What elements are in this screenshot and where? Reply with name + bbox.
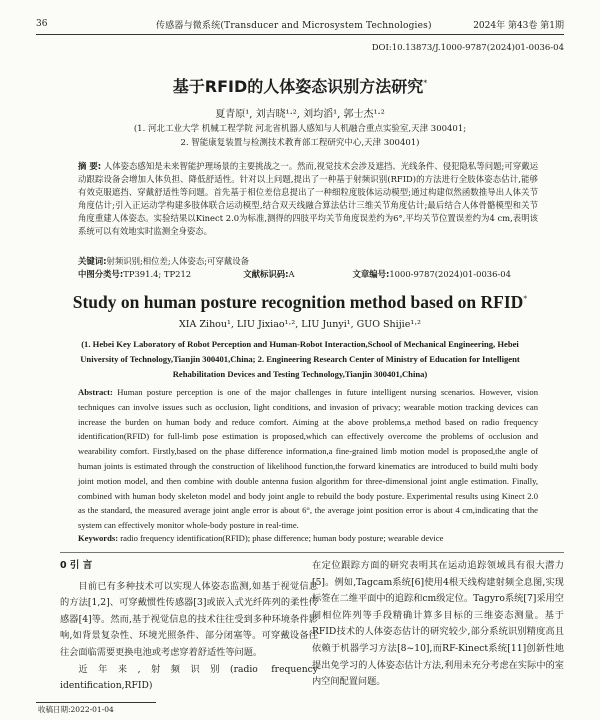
en-abstract-text: Human posture perception is one of the major challenges in future intelligent nursing scenarios. However, vision techniques can involve issues such as occlusion, light conditions, and invasion of privacy; wearable motion tracking devices can increase the burden on human body and reduce comfort. Aiming at the above problems,a method based on radio frequency identification(RFID) for full-limb pose estimation is proposed,which can effectively overcome the problems of occlusion and wearability comfort. Firstly,based on the phase difference information,a fine-grained limb motion model is proposed,the angle of human joints is estimated through the construction of likelihood function,the forward kinematics are introduced to build multi body joint motion model, and then combine with double antenna fusion algorithm for three-dimensional joint angle estimation. Finally, combined with human body skeleton model and body joint angle to rebuild the body posture. Experimental results using Kinect 2.0 as the standard, the measured average joint angle error is about 6°, the average joint position error is about 4 cm,indicating that the system can effectively monitor whole-body posture in real-time. — [78, 387, 538, 531]
intro-paragraph-1: 目前已有多种技术可以实现人体姿态监测,如基于视觉信息的方法[1,2]、可穿戴惯性传感器[3]或嵌入式光纤阵列的柔性传感器[4]等。然而,基于视觉信息的技术往往受到多种环境条件影响,如背景复杂性、环境光照条件、部分闭塞等。可穿戴设备往往会面临需要更换电池或考虑穿着舒适性等问题。 — [60, 580, 318, 658]
cn-abstract-text: 人体姿态感知是未来智能护理场景的主要挑战之一。然而,视觉技术会涉及遮挡、光线条件、侵犯隐私等问题;可穿戴运动跟踪设备会增加人体负担、降低舒适性。针对以上问题,提出了一种基于射频识别(RFID)的方法进行全肢体姿态估计,能够有效克服遮挡、穿戴舒适性等问题。首先基于相位差信息提出了一种细粒度肢体运动模型;通过构建似然函数推导出人体关节角度估计;引入正运动学构建多肢体联合运动模型,结合双天线融合算法估计三维关节角度估计;最后结合人体骨骼模型和关节角度重建人体姿态。实验结果以Kinect 2.0为标准,测得的四肢平均关节角度误差约为6°,平均关节位置误差约为4 cm,表明该系统可以有效地实时监测全身姿态。 — [78, 161, 538, 237]
cn-title-mark: * — [423, 78, 428, 88]
cn-authors: 夏青原¹, 刘吉晓¹·², 刘均滔¹, 郭士杰¹·² — [215, 109, 385, 120]
en-title-text: Study on human posture recognition method based on RFID — [72, 292, 524, 312]
header-rule — [36, 34, 564, 35]
footnote-rule — [36, 702, 156, 703]
cn-abstract — [78, 160, 538, 239]
en-keywords-label: Keywords: — [78, 533, 119, 543]
body-left-column — [60, 558, 318, 695]
en-keywords — [78, 533, 538, 543]
clc-label: 中图分类号: — [78, 269, 124, 279]
article-no-label: 文章编号: — [352, 269, 390, 279]
page-number: 36 — [36, 19, 48, 29]
footnote — [38, 705, 564, 715]
doc-code-label: 文献标识码: — [243, 269, 289, 279]
volume-issue: 2024年 第43卷 第1期 — [473, 20, 564, 31]
running-header — [36, 16, 564, 32]
received-date: 收稿日期:2022-01-04 — [38, 705, 114, 714]
intro-paragraph-2: 近年来,射频识别(radio frequency identification,RFID) — [60, 663, 318, 692]
body-right-column — [312, 558, 564, 691]
cn-affiliation-1: (1. 河北工业大学 机械工程学院 河北省机器人感知与人机融合重点实验室,天津 300401; — [133, 124, 467, 134]
en-keywords-text: radio frequency identification(RFID); phase difference; human body posture; wearable device — [120, 533, 444, 543]
cn-affiliation-2: 2. 智能康复装置与检测技术教育部工程研究中心,天津 300401) — [180, 138, 420, 148]
clc-value: TP391.4; TP212 — [123, 269, 192, 279]
journal-name: 传感器与微系统(Transducer and Microsystem Technologies) — [156, 20, 432, 31]
doi: DOI:10.13873/J.1000-9787(2024)01-0036-04 — [371, 43, 564, 53]
cn-title-text: 基于RFID的人体姿态识别方法研究 — [172, 77, 424, 96]
en-abstract-label: Abstract: — [78, 387, 113, 397]
cn-keywords — [78, 255, 538, 268]
en-affiliations: (1. Hebei Key Laboratory of Robot Perception and Human-Robot Interaction,School of Mechanical Engineering, Hebei University of Technology,Tianjin 300401,China; 2. Engineering Research Center of Ministry of Education for Intelligent Rehabilitation Devices and Testing Technology,Tianjin 300401,China) — [80, 339, 520, 379]
en-title — [0, 292, 600, 313]
cn-classification-row — [78, 268, 538, 281]
en-authors: XIA Zihou¹, LIU Jixiao¹·², LIU Junyi¹, GUO Shijie¹·² — [179, 319, 421, 330]
cn-keywords-text: 射频识别;相位差;人体姿态;可穿戴设备 — [106, 256, 249, 266]
body-rule — [60, 552, 564, 553]
intro-paragraph-3: 在定位跟踪方面的研究表明其在运动追踪领域具有很大潜力[5]。例如,Tagcam系统[6]使用4根天线构建射频全息图,实现标签在二维平面中的追踪和cm级定位。Tagyro系统[7]采用空间相位阵列等手段精确计算多目标的三维姿态测量。基于RFID技术的人体姿态估计的研究较少,部分系统识别精度高且依赖于机器学习方法[8~10],而RF-Kinect系统[11]创新性地提出免学习的人体姿态估计方法,利用未充分考虑在实际中的室内空间配置问题。 — [312, 560, 564, 688]
en-abstract — [78, 385, 538, 533]
article-no-value: 1000-9787(2024)01-0036-04 — [389, 269, 511, 279]
section-heading-intro: 0 引 言 — [60, 560, 93, 571]
en-title-mark: * — [523, 294, 528, 304]
doc-code-value: A — [288, 269, 295, 279]
cn-abstract-label: 摘 要: — [78, 161, 102, 171]
cn-keywords-label: 关键词: — [78, 256, 107, 266]
cn-title — [0, 74, 600, 97]
